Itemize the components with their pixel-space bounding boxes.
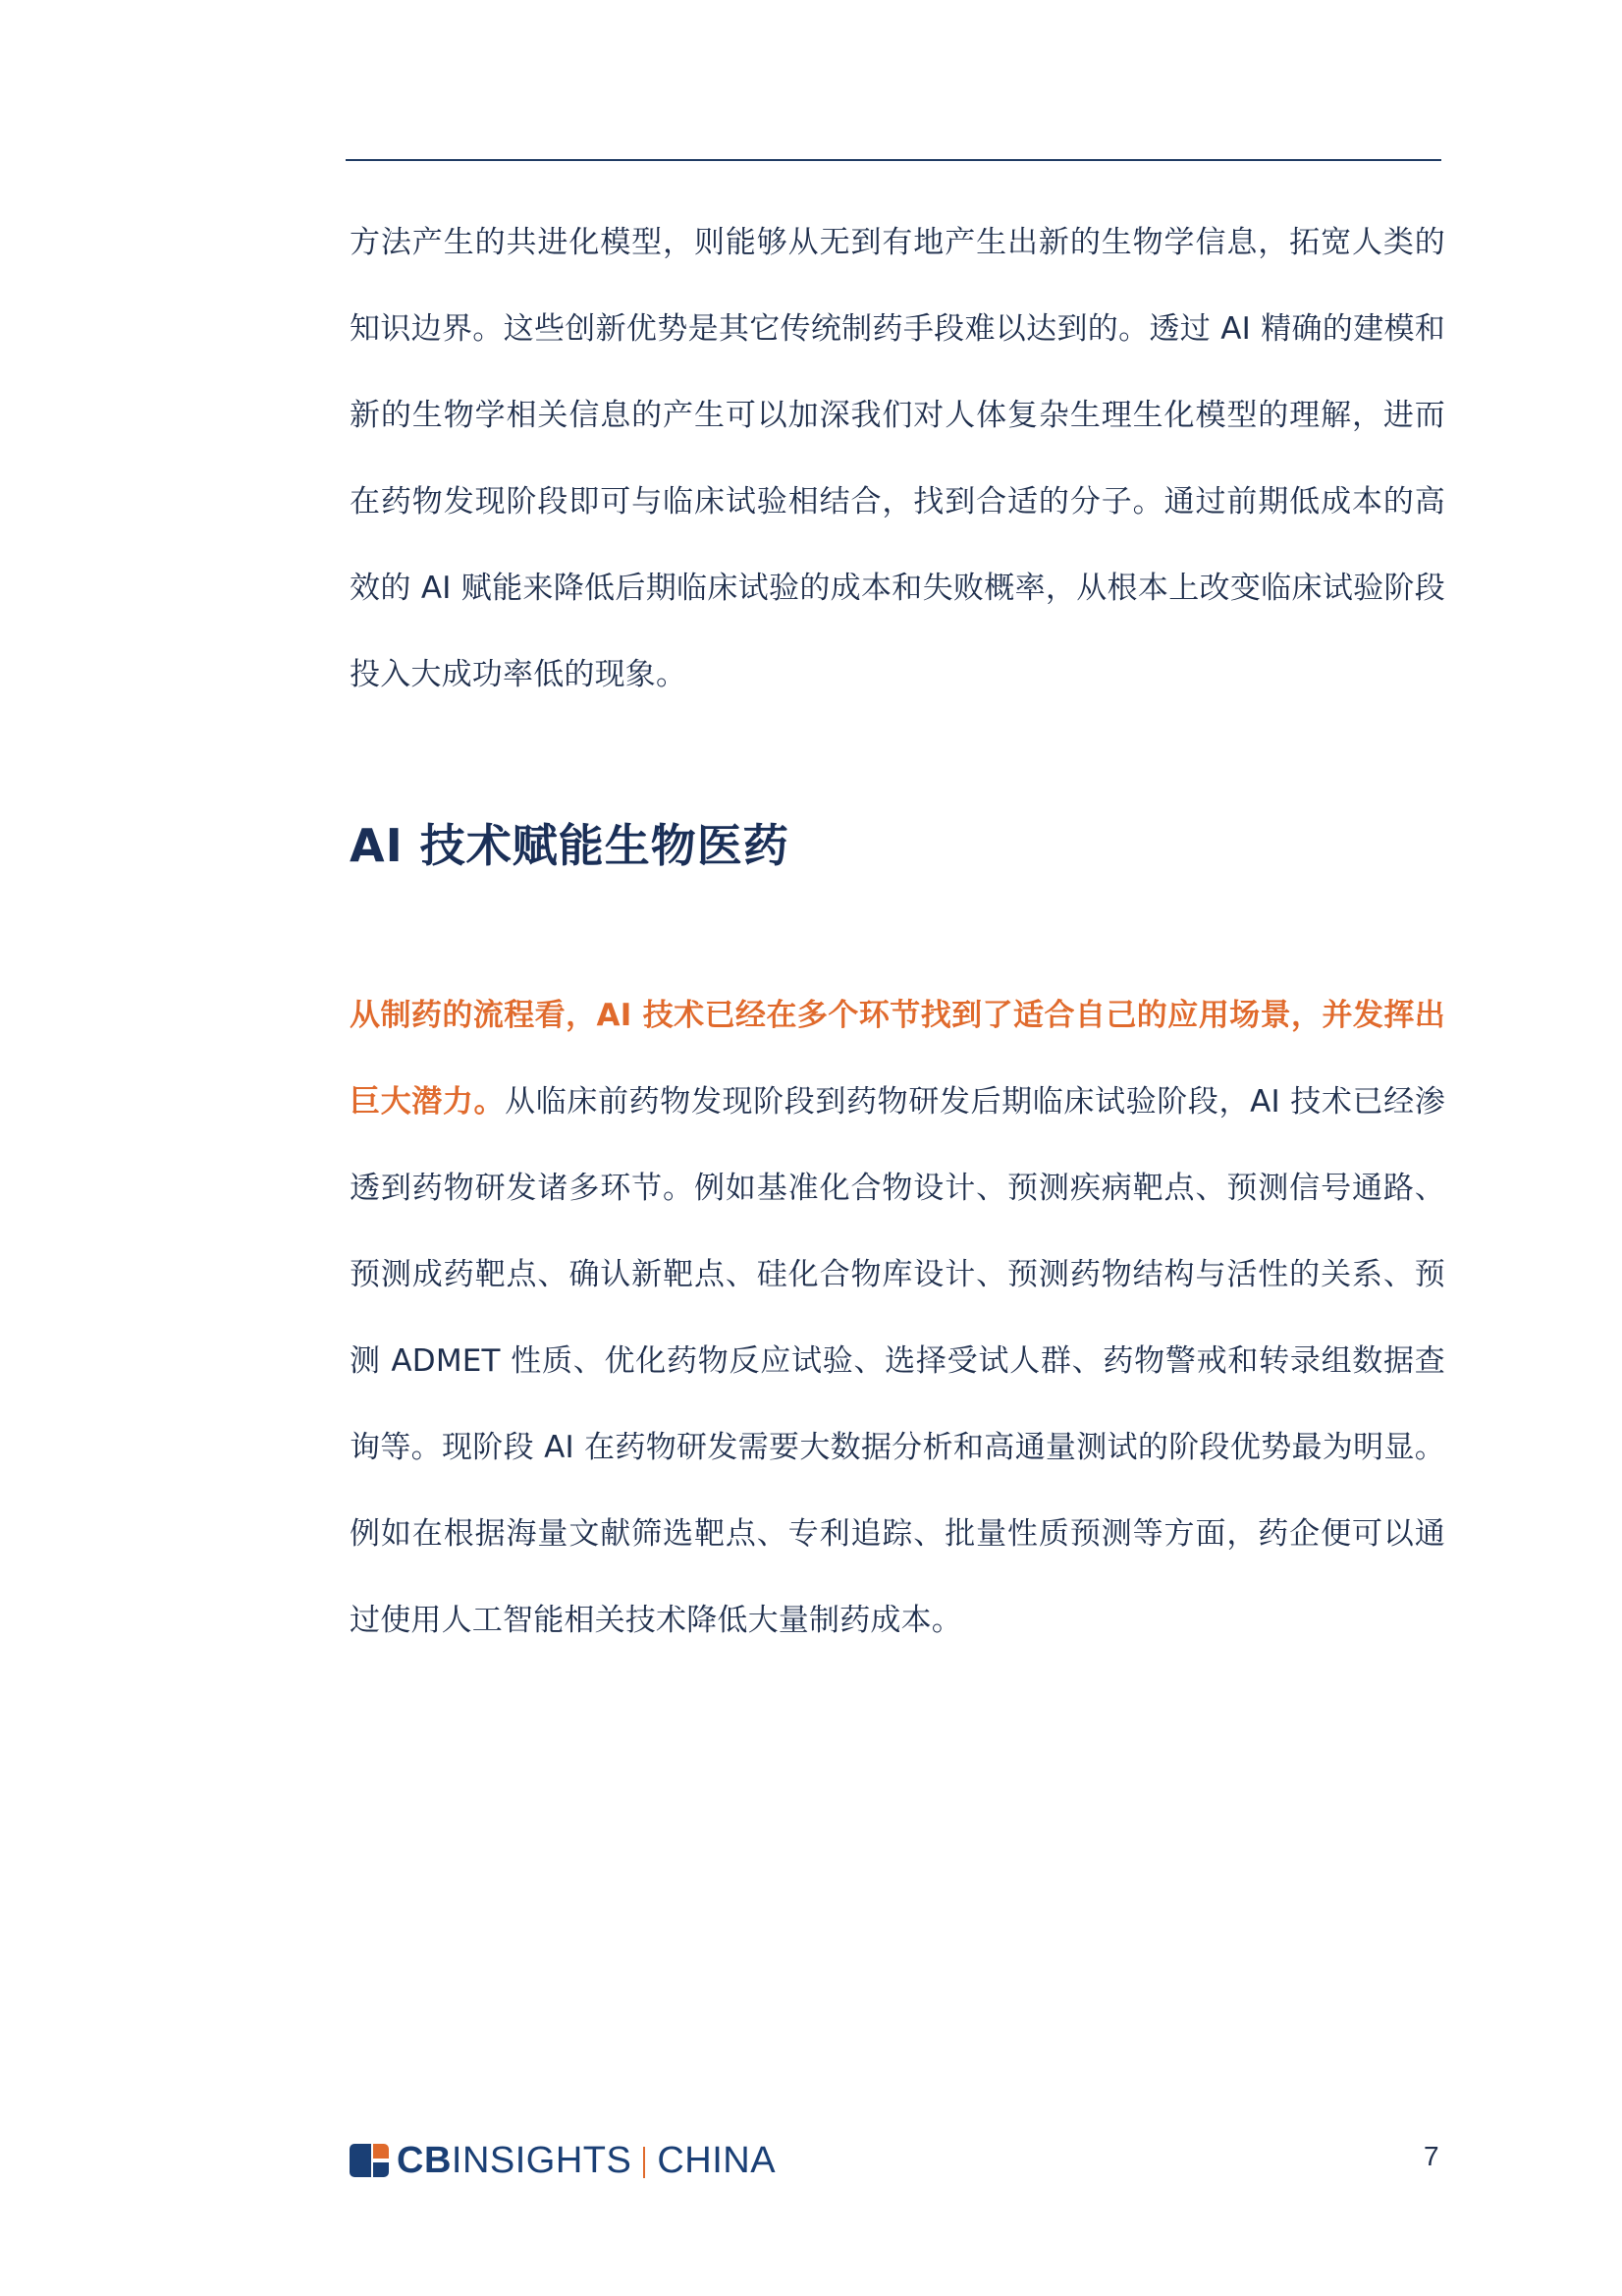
logo-china-text: CHINA bbox=[657, 2140, 777, 2181]
highlight-sentence: 从制药的流程看，AI 技术已经在多个环节找到了适合自己的应用场景，并发挥出巨大潜力。 bbox=[350, 998, 1445, 1120]
cb-insights-china-logo bbox=[350, 2139, 776, 2182]
logo-insights-text: INSIGHTS bbox=[451, 2140, 632, 2181]
header-rule bbox=[346, 159, 1441, 161]
page-number: 7 bbox=[1424, 2141, 1439, 2171]
logo-divider bbox=[643, 2147, 645, 2178]
body-paragraph-2 bbox=[350, 972, 1445, 1664]
body-paragraph-1: 方法产生的共进化模型，则能够从无到有地产生出新的生物学信息，拓宽人类的知识边界。这些创新优势是其它传统制药手段难以达到的。透过 AI 精确的建模和新的生物学相关信息的产生可以加深我们对人体复杂生理生化模型的理解，进而在药物发现阶段即可与临床试验相结合，找到合适的分子。通过前期低成本的高效的 AI 赋能来降低后期临床试验的成本和失败概率，从根本上改变临床试验阶段投入大成功率低的现象。 bbox=[350, 225, 1445, 692]
section-heading: AI 技术赋能生物医药 bbox=[350, 819, 789, 872]
cb-insights-logo-icon bbox=[350, 2144, 389, 2177]
paragraph-2-text: 从临床前药物发现阶段到药物研发后期临床试验阶段，AI 技术已经渗透到药物研发诸多环节。例如基准化合物设计、预测疾病靶点、预测信号通路、预测成药靶点、确认新靶点、硅化合物库设计、预测药物结构与活性的关系、预测 ADMET 性质、优化药物反应试验、选择受试人群、药物警戒和转录组数据查询等。现阶段 AI 在药物研发需要大数据分析和高通量测试的阶段优势最为明显。例如在根据海量文献筛选靶点、专利追踪、批量性质预测等方面，药企便可以通过使用人工智能相关技术降低大量制药成本。 bbox=[350, 1084, 1445, 1638]
logo-cb-text: CB bbox=[397, 2140, 452, 2181]
